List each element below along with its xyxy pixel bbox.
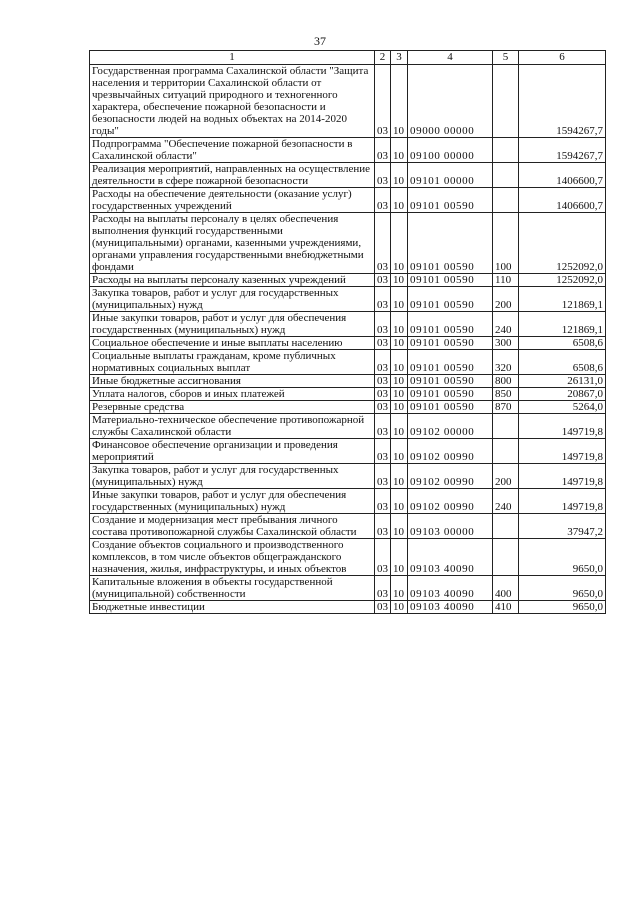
row-expense-type-cell: 110 bbox=[493, 274, 519, 287]
table-row bbox=[90, 388, 606, 401]
row-expense-type-cell: 320 bbox=[493, 350, 519, 375]
row-subsection-cell: 10 bbox=[391, 287, 408, 312]
row-section-cell: 03 bbox=[375, 213, 391, 274]
row-subsection-cell: 10 bbox=[391, 464, 408, 489]
row-name-cell: Социальное обеспечение и иные выплаты населению bbox=[90, 337, 375, 350]
row-amount-cell: 121869,1 bbox=[519, 287, 606, 312]
row-section-cell: 03 bbox=[375, 489, 391, 514]
header-col-1: 1 bbox=[90, 51, 375, 65]
row-expense-type-cell: 200 bbox=[493, 464, 519, 489]
table-row bbox=[90, 287, 606, 312]
row-expense-type-cell: 850 bbox=[493, 388, 519, 401]
page-number: 37 bbox=[314, 34, 326, 48]
header-col-2: 2 bbox=[375, 51, 391, 65]
row-amount-cell: 1252092,0 bbox=[519, 274, 606, 287]
row-subsection-cell: 10 bbox=[391, 414, 408, 439]
row-section-cell: 03 bbox=[375, 414, 391, 439]
row-amount-cell: 9650,0 bbox=[519, 576, 606, 601]
row-section-cell: 03 bbox=[375, 188, 391, 213]
row-amount-cell: 149719,8 bbox=[519, 489, 606, 514]
table-row bbox=[90, 539, 606, 576]
row-amount-cell: 5264,0 bbox=[519, 401, 606, 414]
row-expense-type-cell: 100 bbox=[493, 213, 519, 274]
row-subsection-cell: 10 bbox=[391, 375, 408, 388]
row-section-cell: 03 bbox=[375, 337, 391, 350]
row-expense-type-cell bbox=[493, 514, 519, 539]
row-target-article-cell: 09101 00590 bbox=[408, 312, 493, 337]
row-target-article-cell: 09101 00590 bbox=[408, 337, 493, 350]
row-section-cell: 03 bbox=[375, 312, 391, 337]
row-section-cell: 03 bbox=[375, 539, 391, 576]
row-subsection-cell: 10 bbox=[391, 401, 408, 414]
header-col-3: 3 bbox=[391, 51, 408, 65]
table-body bbox=[90, 65, 606, 614]
row-expense-type-cell: 410 bbox=[493, 601, 519, 614]
row-expense-type-cell: 400 bbox=[493, 576, 519, 601]
table-row bbox=[90, 274, 606, 287]
row-section-cell: 03 bbox=[375, 514, 391, 539]
row-section-cell: 03 bbox=[375, 464, 391, 489]
table-row bbox=[90, 138, 606, 163]
row-amount-cell: 149719,8 bbox=[519, 464, 606, 489]
row-section-cell: 03 bbox=[375, 65, 391, 138]
row-amount-cell: 1252092,0 bbox=[519, 213, 606, 274]
row-target-article-cell: 09101 00590 bbox=[408, 188, 493, 213]
row-expense-type-cell bbox=[493, 163, 519, 188]
row-expense-type-cell: 300 bbox=[493, 337, 519, 350]
row-expense-type-cell bbox=[493, 414, 519, 439]
table-row bbox=[90, 601, 606, 614]
row-amount-cell: 26131,0 bbox=[519, 375, 606, 388]
table-row bbox=[90, 489, 606, 514]
row-amount-cell: 1594267,7 bbox=[519, 65, 606, 138]
row-target-article-cell: 09101 00590 bbox=[408, 350, 493, 375]
row-name-cell: Расходы на выплаты персоналу в целях обеспечения выполнения функций государственными (муниципальными) органами, казенными учреждениями, органами управления государственными внебюджетными фондами bbox=[90, 213, 375, 274]
row-amount-cell: 149719,8 bbox=[519, 439, 606, 464]
row-subsection-cell: 10 bbox=[391, 388, 408, 401]
row-name-cell: Резервные средства bbox=[90, 401, 375, 414]
row-amount-cell: 9650,0 bbox=[519, 539, 606, 576]
row-subsection-cell: 10 bbox=[391, 274, 408, 287]
row-amount-cell: 1406600,7 bbox=[519, 188, 606, 213]
row-amount-cell: 1406600,7 bbox=[519, 163, 606, 188]
row-target-article-cell: 09101 00590 bbox=[408, 375, 493, 388]
table-row bbox=[90, 439, 606, 464]
row-name-cell: Социальные выплаты гражданам, кроме публичных нормативных социальных выплат bbox=[90, 350, 375, 375]
row-target-article-cell: 09103 40090 bbox=[408, 601, 493, 614]
row-amount-cell: 9650,0 bbox=[519, 601, 606, 614]
row-name-cell: Закупка товаров, работ и услуг для государственных (муниципальных) нужд bbox=[90, 287, 375, 312]
row-target-article-cell: 09101 00590 bbox=[408, 401, 493, 414]
row-section-cell: 03 bbox=[375, 163, 391, 188]
row-name-cell: Уплата налогов, сборов и иных платежей bbox=[90, 388, 375, 401]
row-target-article-cell: 09102 00990 bbox=[408, 464, 493, 489]
row-section-cell: 03 bbox=[375, 375, 391, 388]
row-subsection-cell: 10 bbox=[391, 439, 408, 464]
row-name-cell: Бюджетные инвестиции bbox=[90, 601, 375, 614]
row-subsection-cell: 10 bbox=[391, 213, 408, 274]
row-target-article-cell: 09101 00590 bbox=[408, 274, 493, 287]
row-expense-type-cell: 800 bbox=[493, 375, 519, 388]
table-row bbox=[90, 576, 606, 601]
row-name-cell: Расходы на обеспечение деятельности (оказание услуг) государственных учреждений bbox=[90, 188, 375, 213]
row-subsection-cell: 10 bbox=[391, 539, 408, 576]
row-target-article-cell: 09000 00000 bbox=[408, 65, 493, 138]
row-name-cell: Иные бюджетные ассигнования bbox=[90, 375, 375, 388]
row-expense-type-cell: 240 bbox=[493, 312, 519, 337]
row-section-cell: 03 bbox=[375, 401, 391, 414]
table-row bbox=[90, 163, 606, 188]
budget-table bbox=[89, 50, 606, 614]
row-expense-type-cell bbox=[493, 65, 519, 138]
row-section-cell: 03 bbox=[375, 388, 391, 401]
header-col-5: 5 bbox=[493, 51, 519, 65]
row-subsection-cell: 10 bbox=[391, 514, 408, 539]
row-subsection-cell: 10 bbox=[391, 312, 408, 337]
row-expense-type-cell: 200 bbox=[493, 287, 519, 312]
row-name-cell: Иные закупки товаров, работ и услуг для обеспечения государственных (муниципальных) нужд bbox=[90, 489, 375, 514]
row-name-cell: Создание и модернизация мест пребывания личного состава противопожарной службы Сахалинской области bbox=[90, 514, 375, 539]
row-section-cell: 03 bbox=[375, 601, 391, 614]
table-row bbox=[90, 375, 606, 388]
row-expense-type-cell bbox=[493, 539, 519, 576]
row-name-cell: Иные закупки товаров, работ и услуг для обеспечения государственных (муниципальных) нужд bbox=[90, 312, 375, 337]
row-section-cell: 03 bbox=[375, 274, 391, 287]
row-target-article-cell: 09102 00000 bbox=[408, 414, 493, 439]
row-amount-cell: 149719,8 bbox=[519, 414, 606, 439]
row-amount-cell: 20867,0 bbox=[519, 388, 606, 401]
table-row bbox=[90, 65, 606, 138]
table-header-row bbox=[90, 51, 606, 65]
row-name-cell: Расходы на выплаты персоналу казенных учреждений bbox=[90, 274, 375, 287]
row-target-article-cell: 09101 00590 bbox=[408, 388, 493, 401]
row-target-article-cell: 09102 00990 bbox=[408, 489, 493, 514]
row-target-article-cell: 09101 00590 bbox=[408, 287, 493, 312]
header-col-4: 4 bbox=[408, 51, 493, 65]
row-expense-type-cell bbox=[493, 188, 519, 213]
table-row bbox=[90, 414, 606, 439]
row-subsection-cell: 10 bbox=[391, 188, 408, 213]
row-amount-cell: 121869,1 bbox=[519, 312, 606, 337]
row-name-cell: Капитальные вложения в объекты государственной (муниципальной) собственности bbox=[90, 576, 375, 601]
table-row bbox=[90, 514, 606, 539]
row-subsection-cell: 10 bbox=[391, 138, 408, 163]
row-section-cell: 03 bbox=[375, 287, 391, 312]
table-row bbox=[90, 213, 606, 274]
row-amount-cell: 1594267,7 bbox=[519, 138, 606, 163]
table-row bbox=[90, 464, 606, 489]
row-subsection-cell: 10 bbox=[391, 489, 408, 514]
row-section-cell: 03 bbox=[375, 138, 391, 163]
row-target-article-cell: 09103 40090 bbox=[408, 539, 493, 576]
row-target-article-cell: 09103 40090 bbox=[408, 576, 493, 601]
row-expense-type-cell: 240 bbox=[493, 489, 519, 514]
row-expense-type-cell bbox=[493, 439, 519, 464]
row-target-article-cell: 09100 00000 bbox=[408, 138, 493, 163]
table-row bbox=[90, 188, 606, 213]
row-amount-cell: 37947,2 bbox=[519, 514, 606, 539]
table-row bbox=[90, 350, 606, 375]
row-name-cell: Материально-техническое обеспечение противопожарной службы Сахалинской области bbox=[90, 414, 375, 439]
table-row bbox=[90, 337, 606, 350]
row-subsection-cell: 10 bbox=[391, 601, 408, 614]
row-section-cell: 03 bbox=[375, 350, 391, 375]
row-amount-cell: 6508,6 bbox=[519, 350, 606, 375]
row-target-article-cell: 09101 00590 bbox=[408, 213, 493, 274]
row-target-article-cell: 09102 00990 bbox=[408, 439, 493, 464]
row-name-cell: Закупка товаров, работ и услуг для государственных (муниципальных) нужд bbox=[90, 464, 375, 489]
row-name-cell: Государственная программа Сахалинской области "Защита населения и территории Сахалинской области от чрезвычайных ситуаций природного и техногенного характера, обеспечение пожарной безопасности и безопасности людей на водных объектах на 2014-2020 годы" bbox=[90, 65, 375, 138]
row-expense-type-cell bbox=[493, 138, 519, 163]
table-row bbox=[90, 401, 606, 414]
row-subsection-cell: 10 bbox=[391, 65, 408, 138]
row-subsection-cell: 10 bbox=[391, 576, 408, 601]
row-name-cell: Подпрограмма "Обеспечение пожарной безопасности в Сахалинской области" bbox=[90, 138, 375, 163]
row-name-cell: Финансовое обеспечение организации и проведения мероприятий bbox=[90, 439, 375, 464]
row-section-cell: 03 bbox=[375, 439, 391, 464]
row-subsection-cell: 10 bbox=[391, 350, 408, 375]
row-name-cell: Реализация мероприятий, направленных на осуществление деятельности в сфере пожарной безопасности bbox=[90, 163, 375, 188]
header-col-6: 6 bbox=[519, 51, 606, 65]
row-subsection-cell: 10 bbox=[391, 163, 408, 188]
row-expense-type-cell: 870 bbox=[493, 401, 519, 414]
row-target-article-cell: 09103 00000 bbox=[408, 514, 493, 539]
row-name-cell: Создание объектов социального и производственного комплексов, в том числе объектов общегражданского назначения, жилья, инфраструктуры, и иных объектов bbox=[90, 539, 375, 576]
row-target-article-cell: 09101 00000 bbox=[408, 163, 493, 188]
table-row bbox=[90, 312, 606, 337]
row-subsection-cell: 10 bbox=[391, 337, 408, 350]
row-amount-cell: 6508,6 bbox=[519, 337, 606, 350]
row-section-cell: 03 bbox=[375, 576, 391, 601]
